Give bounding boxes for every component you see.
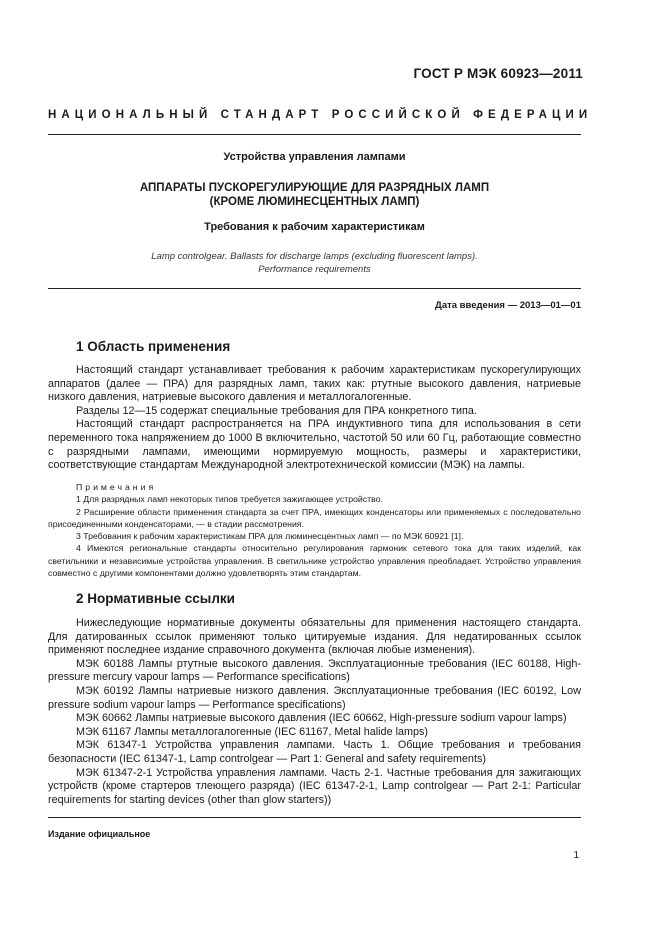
- section-1-body: [48, 364, 581, 473]
- section-1-notes: [48, 481, 581, 579]
- note-item: 3 Требования к рабочим характеристикам ПРА для люминесцентных ламп — по МЭК 60921 [1].: [76, 531, 464, 542]
- note-item: 1 Для разрядных ламп некоторых типов требуется зажигающее устройство.: [76, 494, 383, 505]
- reference-entry: МЭК 61167 Лампы металлогалогенные (IEC 61167, Metal halide lamps): [76, 725, 428, 738]
- page-number: 1: [573, 850, 579, 861]
- note-item: 2 Расширение области применения стандарта за счет ПРА, имеющих конденсаторы или применяемых с последовательно присоединенными конденсаторами, — в стадии рассмотрения.: [48, 506, 581, 529]
- section-2-paragraph: Нижеследующие нормативные документы обязательны для применения настоящего стандарта. Для датированных ссылок применяют только цитируемые издания. Для недатированных ссылок применяют последнее издание справочного документа (включая любые изменения).: [48, 617, 581, 657]
- middle-divider: [48, 288, 581, 289]
- reference-entry: МЭК 60192 Лампы натриевые низкого давления. Эксплуатационные требования (IEC 60192, Low pressure sodium vapour lamps — Performance specifications): [48, 684, 581, 711]
- title-subtitle: Требования к рабочим характеристикам: [204, 221, 425, 233]
- title-english-line-1: Lamp controlgear. Ballasts for discharge lamps (excluding fluorescent lamps).: [151, 251, 478, 262]
- official-edition-label: Издание официальное: [48, 829, 151, 839]
- title-english: [48, 250, 581, 276]
- section-2-heading: 2 Нормативные ссылки: [76, 591, 235, 606]
- reference-entry: МЭК 61347-2-1 Устройства управления лампами. Часть 2-1. Частные требования для зажигающих устройств (кроме стартеров тлеющего разряда) (IEC 61347-2-1, Lamp controlgear — Part 2-1: Particular requirements for starting devices (other than glow starters)): [48, 766, 581, 806]
- introduction-date: Дата введения — 2013—01—01: [435, 300, 581, 311]
- section-1-heading: 1 Область применения: [76, 339, 231, 354]
- standard-code: ГОСТ Р МЭК 60923—2011: [413, 66, 583, 81]
- title-english-line-2: Performance requirements: [258, 264, 371, 275]
- title-main: [48, 181, 581, 209]
- reference-entry: МЭК 60188 Лампы ртутные высокого давления. Эксплуатационные требования (IEC 60188, High-pressure mercury vapour lamps — Performance specifications): [48, 657, 581, 684]
- section-1-paragraph: Разделы 12—15 содержат специальные требования для ПРА конкретного типа.: [76, 404, 477, 417]
- section-1-paragraph: Настоящий стандарт устанавливает требования к рабочим характеристикам пускорегулирующих аппаратов (далее — ПРА) для разрядных ламп, таких как: ртутные высокого давления, натриевые низкого давления, натриевые высокого давления и металлогалогенные.: [48, 364, 581, 404]
- title-group: Устройства управления лампами: [223, 151, 406, 163]
- title-main-line-2: (КРОМЕ ЛЮМИНЕСЦЕНТНЫХ ЛАМП): [209, 196, 420, 208]
- section-2-body: [48, 617, 581, 807]
- bottom-divider: [48, 817, 581, 818]
- notes-label: Примечания: [76, 482, 157, 492]
- section-1-paragraph: Настоящий стандарт распространяется на ПРА индуктивного типа для использования в сети переменного тока напряжением до 1000 В включительно, частотой 50 или 60 Гц, работающие совместно с разрядными лампами, имеющими нормируемую мощность, размеры и характеристики, соответствующие стандартам Международной электротехнической комиссии (МЭК) на лампы.: [48, 418, 581, 472]
- top-divider: [48, 134, 581, 135]
- reference-entry: МЭК 60662 Лампы натриевые высокого давления (IEC 60662, High-pressure sodium vapour lamps): [76, 712, 567, 725]
- reference-entry: МЭК 61347-1 Устройства управления лампами. Часть 1. Общие требования и требования безопасности (IEC 61347-1, Lamp controlgear — Part 1: General and safety requirements): [48, 739, 581, 765]
- title-main-line-1: АППАРАТЫ ПУСКОРЕГУЛИРУЮЩИЕ ДЛЯ РАЗРЯДНЫХ ЛАМП: [139, 182, 490, 194]
- note-item: 4 Имеются региональные стандарты относительно регулирования гармоник сетевого тока для таких изделий, как светильники и независимые устройства управления. В светильнике устройство управления преобладает. Устройство управления совместно с другими компонентами должно удовлетворять этим стандартам.: [48, 543, 581, 579]
- national-standard-banner: НАЦИОНАЛЬНЫЙ СТАНДАРТ РОССИЙСКОЙ ФЕДЕРАЦИИ: [48, 109, 593, 121]
